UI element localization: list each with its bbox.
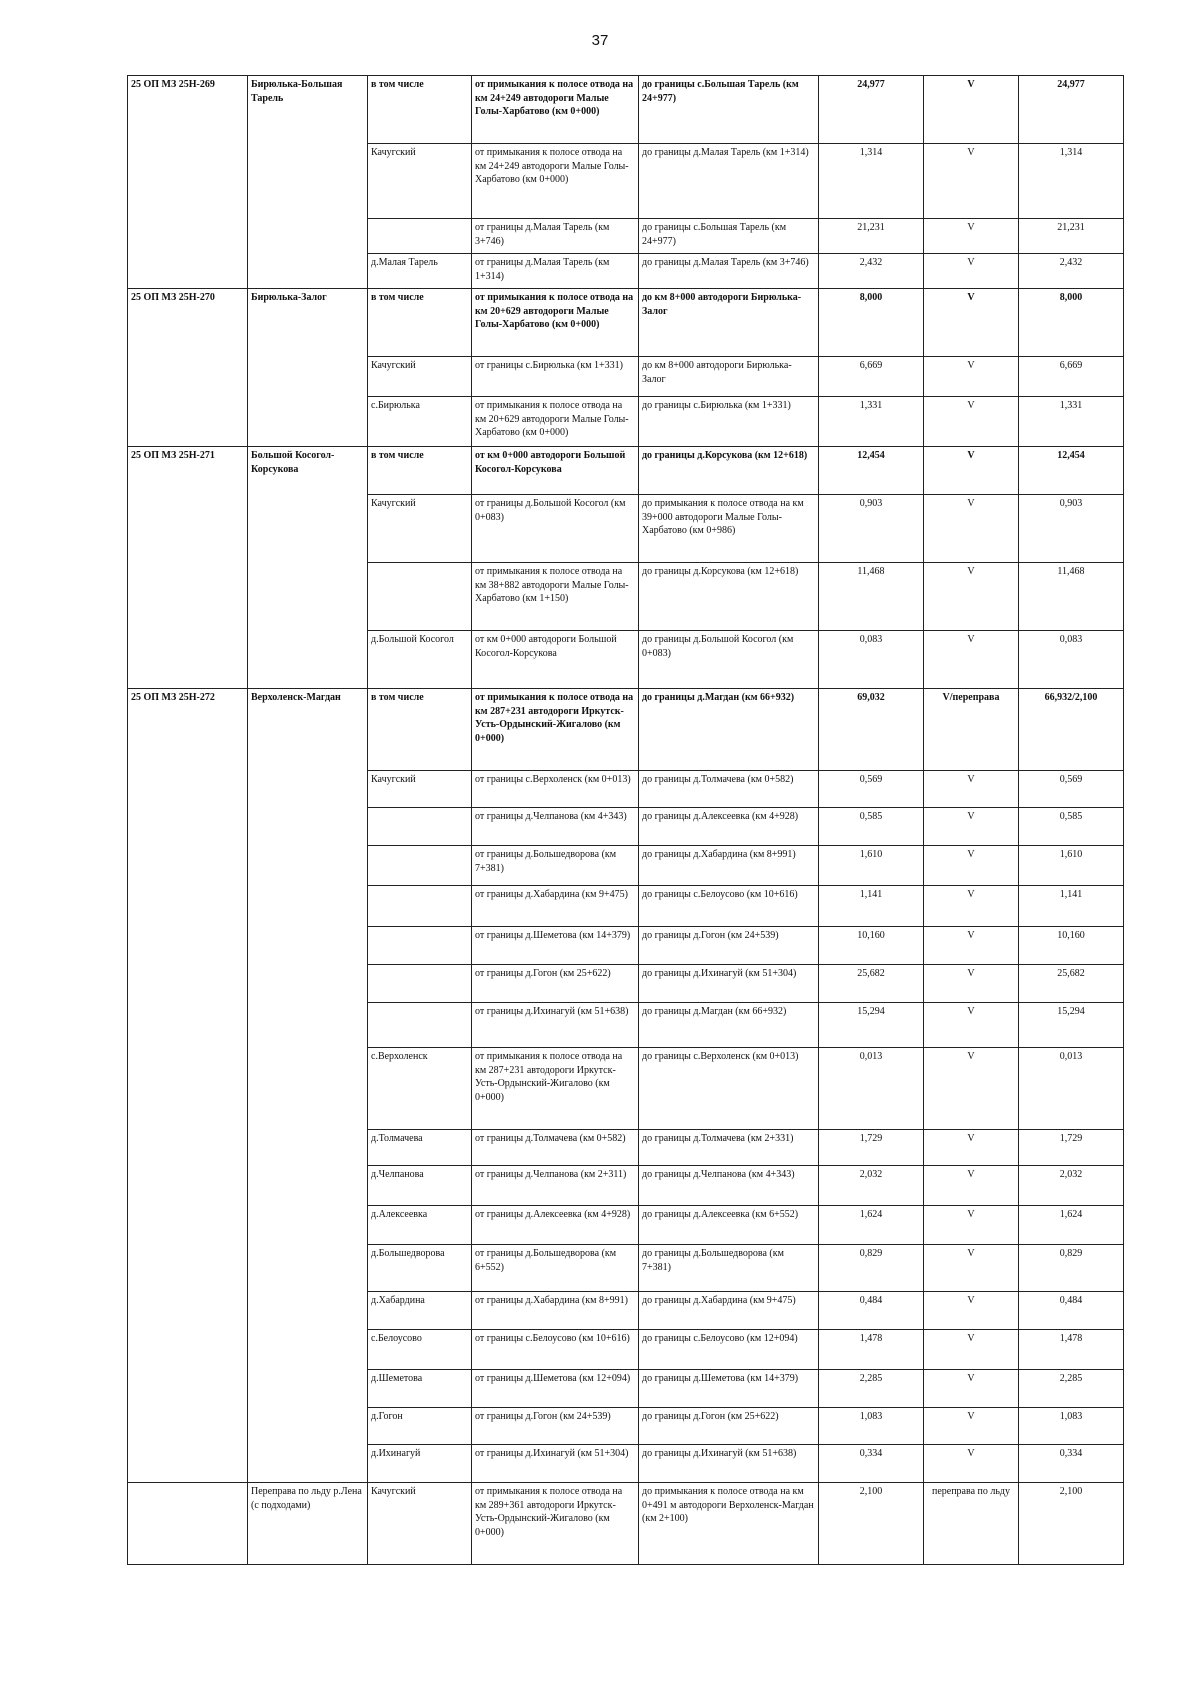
from-cell: от границы д.Шеметова (км 12+094) bbox=[472, 1370, 639, 1408]
total-cell: 0,569 bbox=[1019, 771, 1124, 808]
total-cell: 2,100 bbox=[1019, 1483, 1124, 1565]
to-cell: до границы с.Верхоленск (км 0+013) bbox=[639, 1048, 819, 1130]
total-cell: 0,083 bbox=[1019, 631, 1124, 689]
district-cell: Качугский bbox=[368, 771, 472, 808]
from-cell: от примыкания к полосе отвода на км 287+231 автодороги Иркутск-Усть-Ордынский-Жигалово (км 0+000) bbox=[472, 1048, 639, 1130]
road-id-cell: 25 ОП МЗ 25Н-270 bbox=[128, 289, 248, 447]
total-cell: 12,454 bbox=[1019, 447, 1124, 495]
length-cell: 0,484 bbox=[819, 1292, 924, 1330]
to-cell: до границы д.Хабардина (км 8+991) bbox=[639, 846, 819, 886]
to-cell: до границы с.Большая Тарель (км 24+977) bbox=[639, 76, 819, 144]
total-cell: 0,829 bbox=[1019, 1245, 1124, 1292]
total-cell: 15,294 bbox=[1019, 1003, 1124, 1048]
to-cell: до границы д.Ихинагуй (км 51+304) bbox=[639, 965, 819, 1003]
length-cell: 25,682 bbox=[819, 965, 924, 1003]
length-cell: 1,478 bbox=[819, 1330, 924, 1370]
district-cell bbox=[368, 846, 472, 886]
category-cell: V bbox=[924, 1245, 1019, 1292]
to-cell: до границы д.Челпанова (км 4+343) bbox=[639, 1166, 819, 1206]
to-cell: до границы с.Белоусово (км 10+616) bbox=[639, 886, 819, 927]
length-cell: 0,083 bbox=[819, 631, 924, 689]
road-name-cell: Бирюлька-Залог bbox=[248, 289, 368, 447]
district-cell: д.Толмачева bbox=[368, 1130, 472, 1166]
district-cell: Качугский bbox=[368, 144, 472, 219]
total-cell: 1,141 bbox=[1019, 886, 1124, 927]
category-cell: V bbox=[924, 1370, 1019, 1408]
category-cell: V bbox=[924, 219, 1019, 254]
to-cell: до границы д.Алексеевка (км 6+552) bbox=[639, 1206, 819, 1245]
length-cell: 15,294 bbox=[819, 1003, 924, 1048]
district-cell: Качугский bbox=[368, 495, 472, 563]
to-cell: до границы д.Алексеевка (км 4+928) bbox=[639, 808, 819, 846]
category-cell: V bbox=[924, 1003, 1019, 1048]
from-cell: от примыкания к полосе отвода на км 20+629 автодороги Малые Голы-Харбатово (км 0+000) bbox=[472, 289, 639, 357]
to-cell: до границы д.Хабардина (км 9+475) bbox=[639, 1292, 819, 1330]
length-cell: 24,977 bbox=[819, 76, 924, 144]
roads-table bbox=[127, 75, 1124, 1565]
to-cell: до км 8+000 автодороги Бирюлька-Залог bbox=[639, 289, 819, 357]
from-cell: от границы с.Верхоленск (км 0+013) bbox=[472, 771, 639, 808]
to-cell: до примыкания к полосе отвода на км 39+000 автодороги Малые Голы-Харбатово (км 0+986) bbox=[639, 495, 819, 563]
from-cell: от примыкания к полосе отвода на км 289+361 автодороги Иркутск-Усть-Ордынский-Жигалово (км 0+000) bbox=[472, 1483, 639, 1565]
from-cell: от границы д.Шеметова (км 14+379) bbox=[472, 927, 639, 965]
length-cell: 12,454 bbox=[819, 447, 924, 495]
table-row bbox=[128, 1483, 1124, 1565]
district-cell bbox=[368, 965, 472, 1003]
to-cell: до границы с.Большая Тарель (км 24+977) bbox=[639, 219, 819, 254]
district-cell: в том числе bbox=[368, 689, 472, 771]
length-cell: 1,729 bbox=[819, 1130, 924, 1166]
length-cell: 10,160 bbox=[819, 927, 924, 965]
road-id-cell bbox=[128, 1483, 248, 1565]
length-cell: 0,585 bbox=[819, 808, 924, 846]
length-cell: 2,432 bbox=[819, 254, 924, 289]
total-cell: 1,083 bbox=[1019, 1408, 1124, 1445]
total-cell: 2,432 bbox=[1019, 254, 1124, 289]
from-cell: от границы д.Гогон (км 24+539) bbox=[472, 1408, 639, 1445]
district-cell: д.Большедворова bbox=[368, 1245, 472, 1292]
total-cell: 1,478 bbox=[1019, 1330, 1124, 1370]
total-cell: 6,669 bbox=[1019, 357, 1124, 397]
to-cell: до границы д.Шеметова (км 14+379) bbox=[639, 1370, 819, 1408]
total-cell: 21,231 bbox=[1019, 219, 1124, 254]
category-cell: V bbox=[924, 846, 1019, 886]
category-cell: V bbox=[924, 563, 1019, 631]
to-cell: до границы д.Малая Тарель (км 3+746) bbox=[639, 254, 819, 289]
district-cell: с.Верхоленск bbox=[368, 1048, 472, 1130]
length-cell: 1,331 bbox=[819, 397, 924, 447]
total-cell: 1,729 bbox=[1019, 1130, 1124, 1166]
to-cell: до км 8+000 автодороги Бирюлька-Залог bbox=[639, 357, 819, 397]
category-cell: V bbox=[924, 357, 1019, 397]
to-cell: до границы д.Большедворова (км 7+381) bbox=[639, 1245, 819, 1292]
total-cell: 0,484 bbox=[1019, 1292, 1124, 1330]
length-cell: 0,569 bbox=[819, 771, 924, 808]
district-cell: д.Малая Тарель bbox=[368, 254, 472, 289]
from-cell: от границы д.Ихинагуй (км 51+304) bbox=[472, 1445, 639, 1483]
road-name-cell: Бирюлька-Большая Тарель bbox=[248, 76, 368, 289]
length-cell: 1,141 bbox=[819, 886, 924, 927]
from-cell: от км 0+000 автодороги Большой Косогол-Корсукова bbox=[472, 447, 639, 495]
from-cell: от границы д.Челпанова (км 2+311) bbox=[472, 1166, 639, 1206]
road-id-cell: 25 ОП МЗ 25Н-272 bbox=[128, 689, 248, 1483]
category-cell: V/переправа bbox=[924, 689, 1019, 771]
category-cell: V bbox=[924, 495, 1019, 563]
category-cell: V bbox=[924, 808, 1019, 846]
district-cell: д.Гогон bbox=[368, 1408, 472, 1445]
to-cell: до границы с.Бирюлька (км 1+331) bbox=[639, 397, 819, 447]
total-cell: 1,331 bbox=[1019, 397, 1124, 447]
length-cell: 1,610 bbox=[819, 846, 924, 886]
district-cell: с.Бирюлька bbox=[368, 397, 472, 447]
from-cell: от примыкания к полосе отвода на км 287+231 автодороги Иркутск-Усть-Ордынский-Жигалово (км 0+000) bbox=[472, 689, 639, 771]
length-cell: 0,334 bbox=[819, 1445, 924, 1483]
district-cell: в том числе bbox=[368, 289, 472, 357]
length-cell: 1,624 bbox=[819, 1206, 924, 1245]
category-cell: V bbox=[924, 1292, 1019, 1330]
length-cell: 0,013 bbox=[819, 1048, 924, 1130]
category-cell: V bbox=[924, 254, 1019, 289]
district-cell: в том числе bbox=[368, 76, 472, 144]
from-cell: от примыкания к полосе отвода на км 24+249 автодороги Малые Голы-Харбатово (км 0+000) bbox=[472, 144, 639, 219]
total-cell: 1,314 bbox=[1019, 144, 1124, 219]
road-name-cell: Большой Косогол-Корсукова bbox=[248, 447, 368, 689]
page-number: 37 bbox=[591, 32, 609, 49]
total-cell: 2,285 bbox=[1019, 1370, 1124, 1408]
category-cell: V bbox=[924, 397, 1019, 447]
total-cell: 8,000 bbox=[1019, 289, 1124, 357]
district-cell: д.Челпанова bbox=[368, 1166, 472, 1206]
from-cell: от границы д.Хабардина (км 9+475) bbox=[472, 886, 639, 927]
category-cell: V bbox=[924, 1130, 1019, 1166]
district-cell: д.Ихинагуй bbox=[368, 1445, 472, 1483]
from-cell: от границы д.Малая Тарель (км 1+314) bbox=[472, 254, 639, 289]
table-row bbox=[128, 76, 1124, 144]
to-cell: до границы д.Малая Тарель (км 1+314) bbox=[639, 144, 819, 219]
total-cell: 11,468 bbox=[1019, 563, 1124, 631]
total-cell: 10,160 bbox=[1019, 927, 1124, 965]
total-cell: 66,932/2,100 bbox=[1019, 689, 1124, 771]
category-cell: V bbox=[924, 886, 1019, 927]
road-id-cell: 25 ОП МЗ 25Н-269 bbox=[128, 76, 248, 289]
to-cell: до границы с.Белоусово (км 12+094) bbox=[639, 1330, 819, 1370]
length-cell: 11,468 bbox=[819, 563, 924, 631]
district-cell bbox=[368, 563, 472, 631]
category-cell: V bbox=[924, 965, 1019, 1003]
from-cell: от границы д.Алексеевка (км 4+928) bbox=[472, 1206, 639, 1245]
category-cell: V bbox=[924, 1166, 1019, 1206]
total-cell: 0,585 bbox=[1019, 808, 1124, 846]
length-cell: 2,032 bbox=[819, 1166, 924, 1206]
category-cell: V bbox=[924, 1408, 1019, 1445]
to-cell: до границы д.Ихинагуй (км 51+638) bbox=[639, 1445, 819, 1483]
total-cell: 24,977 bbox=[1019, 76, 1124, 144]
road-id-cell: 25 ОП МЗ 25Н-271 bbox=[128, 447, 248, 689]
total-cell: 2,032 bbox=[1019, 1166, 1124, 1206]
district-cell: д.Алексеевка bbox=[368, 1206, 472, 1245]
length-cell: 1,314 bbox=[819, 144, 924, 219]
total-cell: 1,610 bbox=[1019, 846, 1124, 886]
from-cell: от границы д.Большедворова (км 7+381) bbox=[472, 846, 639, 886]
category-cell: V bbox=[924, 1330, 1019, 1370]
district-cell: Качугский bbox=[368, 357, 472, 397]
district-cell: д.Большой Косогол bbox=[368, 631, 472, 689]
from-cell: от примыкания к полосе отвода на км 24+249 автодороги Малые Голы-Харбатово (км 0+000) bbox=[472, 76, 639, 144]
category-cell: V bbox=[924, 631, 1019, 689]
total-cell: 0,903 bbox=[1019, 495, 1124, 563]
from-cell: от границы д.Гогон (км 25+622) bbox=[472, 965, 639, 1003]
length-cell: 0,829 bbox=[819, 1245, 924, 1292]
from-cell: от границы д.Большой Косогол (км 0+083) bbox=[472, 495, 639, 563]
category-cell: переправа по льду bbox=[924, 1483, 1019, 1565]
road-name-cell: Верхоленск-Магдан bbox=[248, 689, 368, 1483]
category-cell: V bbox=[924, 447, 1019, 495]
from-cell: от примыкания к полосе отвода на км 20+629 автодороги Малые Голы-Харбатово (км 0+000) bbox=[472, 397, 639, 447]
length-cell: 2,100 bbox=[819, 1483, 924, 1565]
length-cell: 6,669 bbox=[819, 357, 924, 397]
to-cell: до границы д.Толмачева (км 2+331) bbox=[639, 1130, 819, 1166]
to-cell: до примыкания к полосе отвода на км 0+491 м автодороги Верхоленск-Магдан (км 2+100) bbox=[639, 1483, 819, 1565]
total-cell: 0,013 bbox=[1019, 1048, 1124, 1130]
to-cell: до границы д.Магдан (км 66+932) bbox=[639, 1003, 819, 1048]
from-cell: от границы д.Челпанова (км 4+343) bbox=[472, 808, 639, 846]
length-cell: 0,903 bbox=[819, 495, 924, 563]
from-cell: от границы с.Бирюлька (км 1+331) bbox=[472, 357, 639, 397]
district-cell: в том числе bbox=[368, 447, 472, 495]
category-cell: V bbox=[924, 927, 1019, 965]
to-cell: до границы д.Толмачева (км 0+582) bbox=[639, 771, 819, 808]
from-cell: от примыкания к полосе отвода на км 38+882 автодороги Малые Голы-Харбатово (км 1+150) bbox=[472, 563, 639, 631]
total-cell: 25,682 bbox=[1019, 965, 1124, 1003]
district-cell: д.Хабардина bbox=[368, 1292, 472, 1330]
district-cell: Качугский bbox=[368, 1483, 472, 1565]
to-cell: до границы д.Гогон (км 25+622) bbox=[639, 1408, 819, 1445]
table-row bbox=[128, 689, 1124, 771]
category-cell: V bbox=[924, 771, 1019, 808]
table-row bbox=[128, 447, 1124, 495]
from-cell: от границы д.Ихинагуй (км 51+638) bbox=[472, 1003, 639, 1048]
district-cell bbox=[368, 1003, 472, 1048]
category-cell: V bbox=[924, 289, 1019, 357]
district-cell bbox=[368, 886, 472, 927]
from-cell: от границы д.Большедворова (км 6+552) bbox=[472, 1245, 639, 1292]
from-cell: от границы д.Толмачева (км 0+582) bbox=[472, 1130, 639, 1166]
category-cell: V bbox=[924, 1445, 1019, 1483]
to-cell: до границы д.Магдан (км 66+932) bbox=[639, 689, 819, 771]
district-cell: с.Белоусово bbox=[368, 1330, 472, 1370]
total-cell: 0,334 bbox=[1019, 1445, 1124, 1483]
to-cell: до границы д.Гогон (км 24+539) bbox=[639, 927, 819, 965]
from-cell: от границы с.Белоусово (км 10+616) bbox=[472, 1330, 639, 1370]
district-cell bbox=[368, 219, 472, 254]
category-cell: V bbox=[924, 76, 1019, 144]
length-cell: 8,000 bbox=[819, 289, 924, 357]
to-cell: до границы д.Корсукова (км 12+618) bbox=[639, 563, 819, 631]
from-cell: от границы д.Малая Тарель (км 3+746) bbox=[472, 219, 639, 254]
category-cell: V bbox=[924, 1206, 1019, 1245]
road-name-cell: Переправа по льду р.Лена (с подходами) bbox=[248, 1483, 368, 1565]
from-cell: от км 0+000 автодороги Большой Косогол-Корсукова bbox=[472, 631, 639, 689]
length-cell: 69,032 bbox=[819, 689, 924, 771]
length-cell: 2,285 bbox=[819, 1370, 924, 1408]
length-cell: 1,083 bbox=[819, 1408, 924, 1445]
district-cell bbox=[368, 927, 472, 965]
district-cell: д.Шеметова bbox=[368, 1370, 472, 1408]
table-row bbox=[128, 289, 1124, 357]
category-cell: V bbox=[924, 144, 1019, 219]
to-cell: до границы д.Корсукова (км 12+618) bbox=[639, 447, 819, 495]
district-cell bbox=[368, 808, 472, 846]
from-cell: от границы д.Хабардина (км 8+991) bbox=[472, 1292, 639, 1330]
total-cell: 1,624 bbox=[1019, 1206, 1124, 1245]
length-cell: 21,231 bbox=[819, 219, 924, 254]
category-cell: V bbox=[924, 1048, 1019, 1130]
to-cell: до границы д.Большой Косогол (км 0+083) bbox=[639, 631, 819, 689]
